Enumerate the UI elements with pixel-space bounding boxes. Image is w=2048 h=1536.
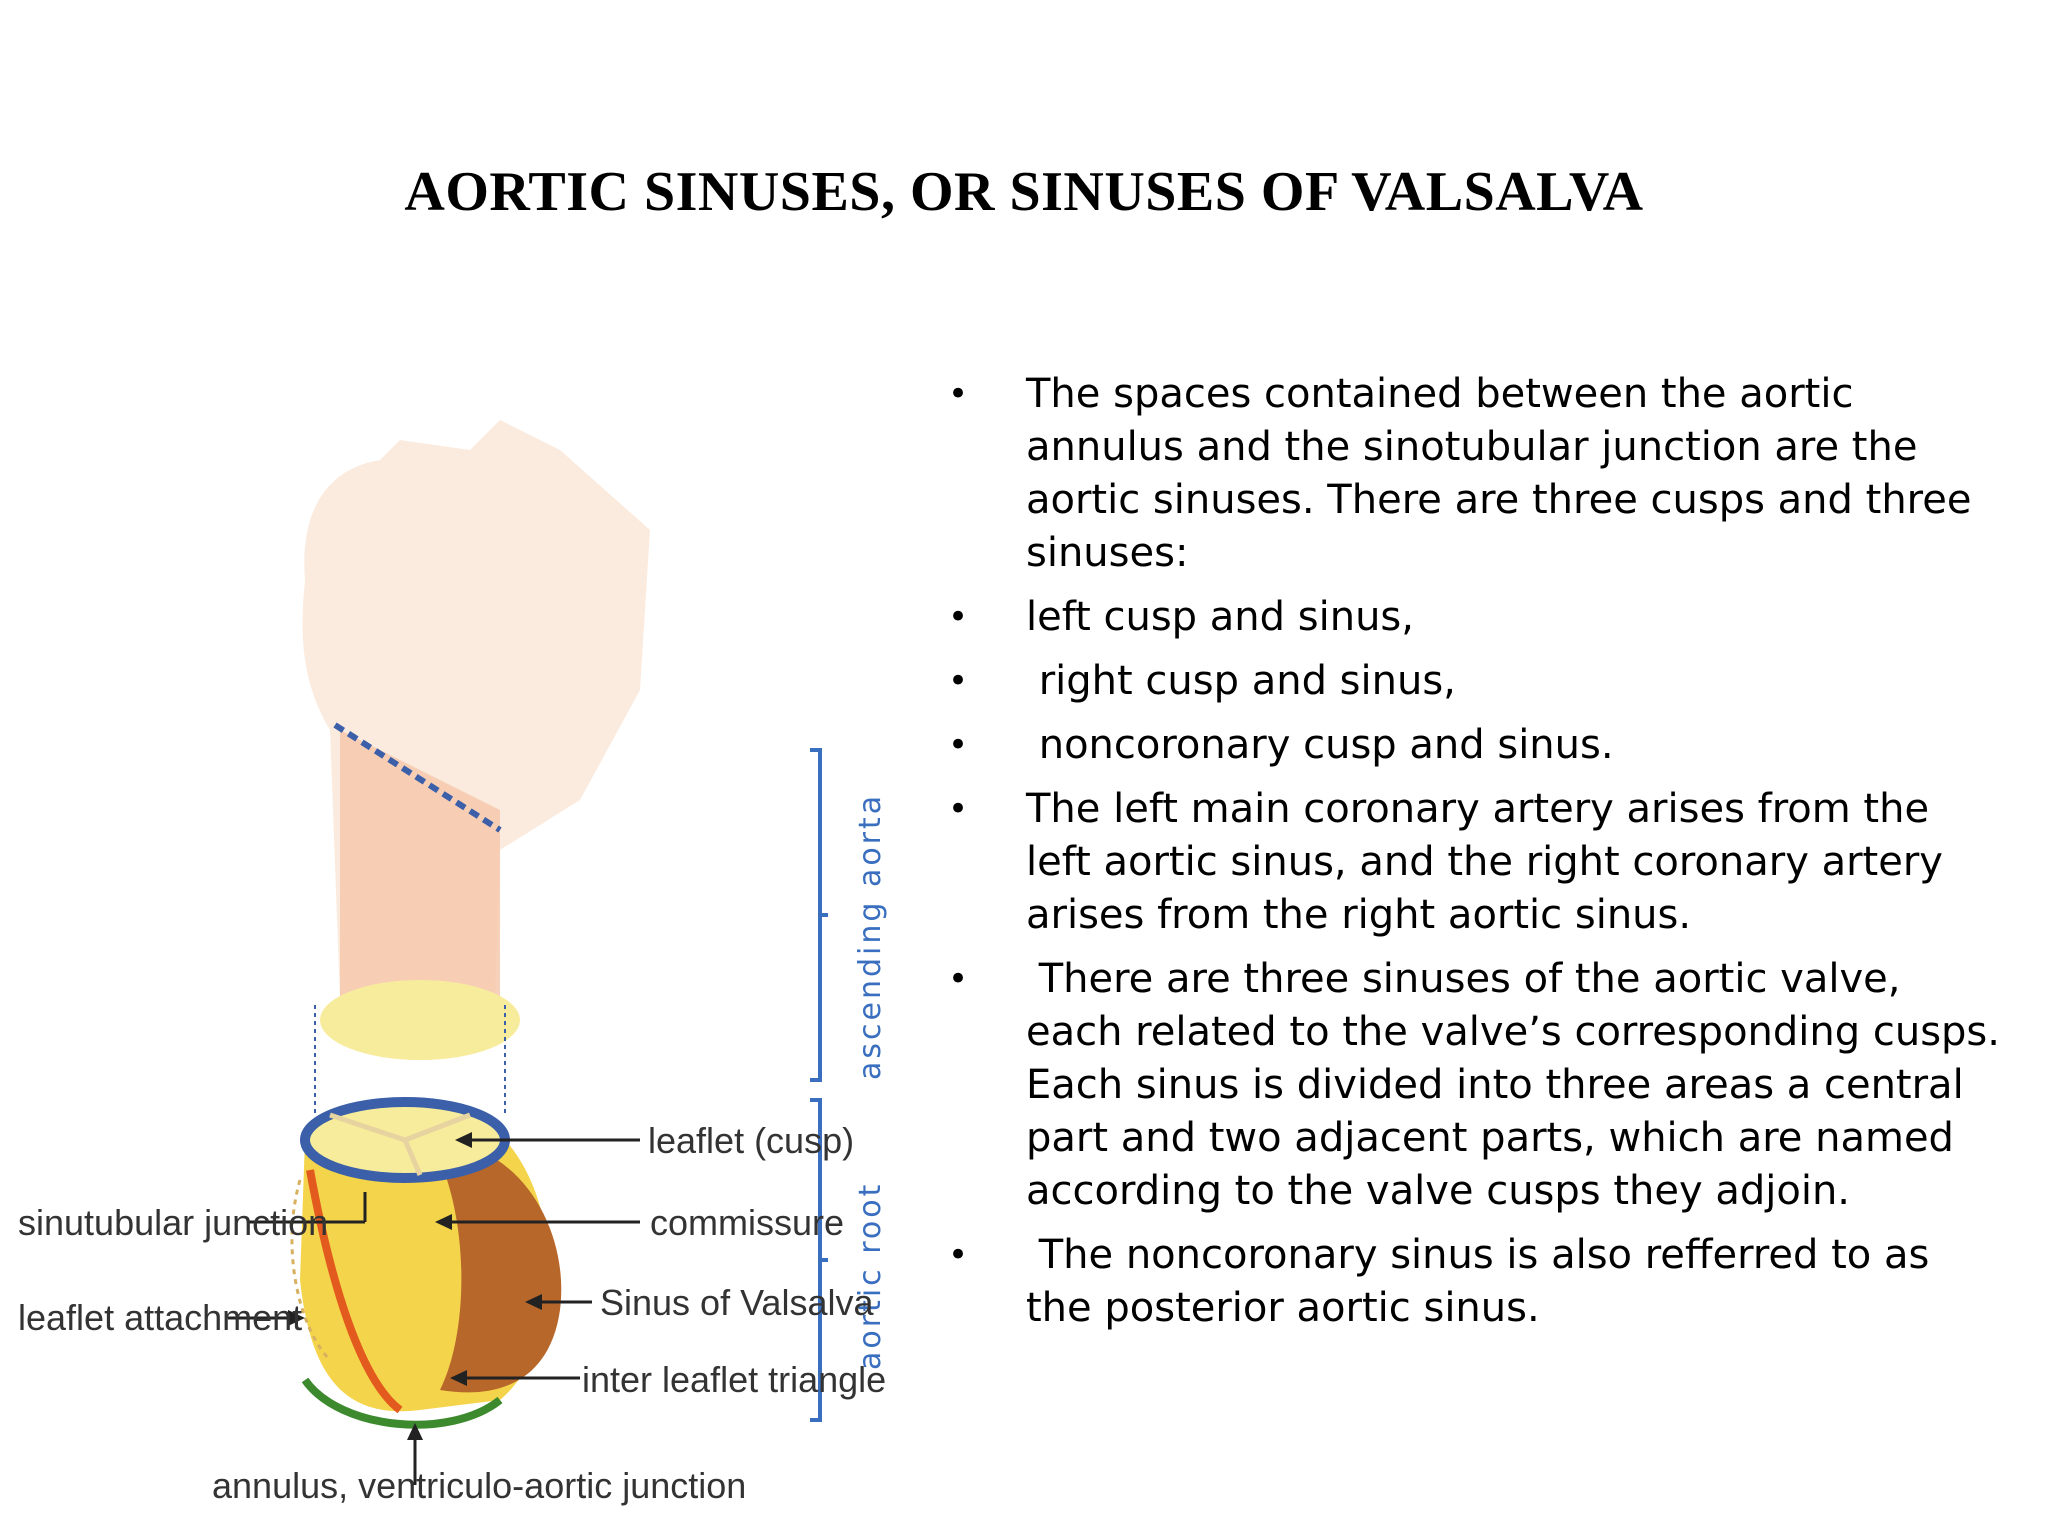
sinus-of-valsalva-label: Sinus of Valsalva — [600, 1282, 874, 1323]
aortic-root-diagram — [0, 380, 910, 1536]
bullet-dot: • — [948, 374, 969, 414]
list-item — [940, 1229, 2000, 1335]
sinutubular-junction-label: sinutubular junction — [18, 1202, 329, 1243]
ascending-aorta-label: ascending aorta — [853, 792, 888, 1080]
list-item — [940, 655, 2000, 708]
list-item — [940, 953, 2013, 1218]
annulus-label: annulus, ventriculo-aortic junction — [212, 1465, 747, 1506]
aortic-root-label: aortic root — [853, 1181, 888, 1370]
list-item — [940, 368, 2000, 580]
slide-title: AORTIC SINUSES, OR SINUSES OF VALSALVA — [404, 161, 1644, 223]
bullet-dot: • — [948, 661, 969, 701]
bullet-text: right cusp and sinus, — [1026, 658, 1456, 704]
bullet-text: There are three sinuses of the aortic valve, each related to the valve’s corresponding cusps. Each sinus is divided into three areas a central part and two adjacent parts, which are named according to the valve cusps they adjoin. — [1026, 956, 2013, 1214]
aorta-cross-section — [320, 980, 520, 1060]
bullet-text: The left main coronary artery arises from the left aortic sinus, and the right coronary artery arises from the right aortic sinus. — [1026, 786, 1956, 938]
leaflet-label: leaflet (cusp) — [648, 1120, 855, 1161]
bullet-dot: • — [948, 1235, 969, 1275]
ascending-aorta-bracket — [810, 750, 828, 1080]
bullet-dot: • — [948, 959, 969, 999]
inter-leaflet-triangle-label: inter leaflet triangle — [582, 1359, 887, 1400]
bullet-text: noncoronary cusp and sinus. — [1026, 722, 1614, 768]
leaflet-attachment-label: leaflet attachment — [18, 1297, 303, 1338]
bullet-text: The spaces contained between the aortic annulus and the sinotubular junction are the aortic sinuses. There are three cusps and three sinuses: — [1026, 371, 1985, 576]
list-item — [940, 783, 2000, 942]
commissure-label: commissure — [650, 1202, 845, 1243]
bullet-dot: • — [948, 789, 969, 829]
bullet-text: left cusp and sinus, — [1026, 594, 1414, 640]
bullet-dot: • — [948, 725, 969, 765]
list-item — [940, 719, 2000, 772]
bullet-list — [940, 368, 2013, 1346]
list-item — [940, 591, 2000, 644]
bullet-text: The noncoronary sinus is also refferred to as the posterior aortic sinus. — [1026, 1232, 1943, 1331]
bullet-dot: • — [948, 597, 969, 637]
